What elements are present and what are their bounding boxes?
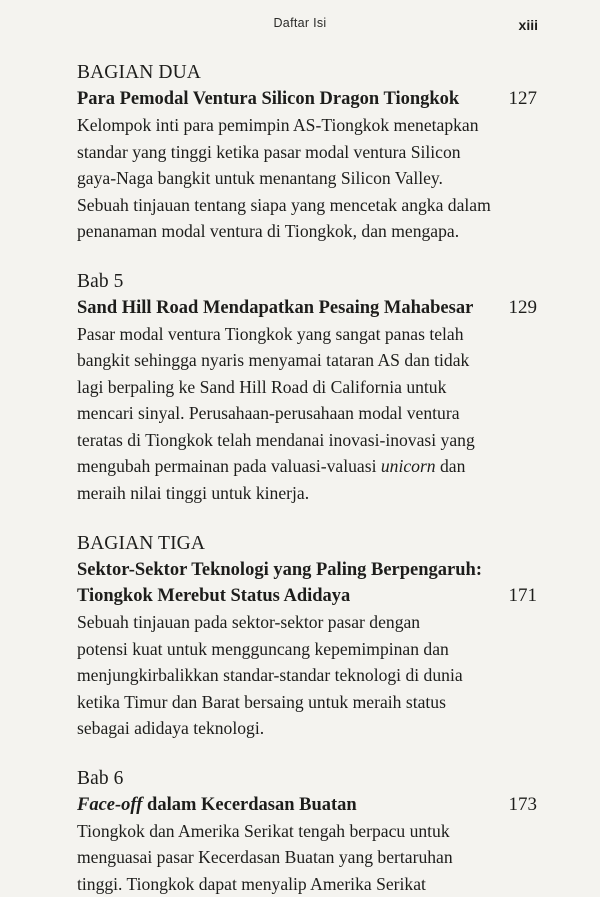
- part-label: BAGIAN DUA: [77, 60, 537, 86]
- description-line: Pasar modal ventura Tiongkok yang sangat panas telah: [77, 321, 537, 348]
- toc-part-two: [77, 60, 537, 245]
- entry-description: [77, 609, 537, 742]
- description-line: tinggi. Tiongkok dapat menyalip Amerika Serikat: [77, 871, 537, 897]
- toc-part-three: [77, 531, 537, 742]
- description-line: Kelompok inti para pemimpin AS-Tiongkok menetapkan: [77, 112, 537, 139]
- description-line: penanaman modal ventura di Tiongkok, dan mengapa.: [77, 218, 537, 245]
- italic-term: Face-off: [77, 795, 142, 815]
- description-line: menjungkirbalikkan standar-standar teknologi di dunia: [77, 662, 537, 689]
- entry-title-line-1: Sektor-Sektor Teknologi yang Paling Berpengaruh:: [77, 560, 482, 580]
- description-line: menguasai pasar Kecerdasan Buatan yang bertaruhan: [77, 844, 537, 871]
- description-line: gaya-Naga bangkit untuk menantang Silicon Valley.: [77, 165, 537, 192]
- part-label: BAGIAN TIGA: [77, 531, 537, 557]
- description-line: lagi berpaling ke Sand Hill Road di California untuk: [77, 374, 537, 401]
- chapter-label: Bab 6: [77, 766, 537, 792]
- entry-title-line-2: Tiongkok Merebut Status Adidaya: [77, 586, 350, 606]
- entry-page-number: 127: [509, 86, 538, 112]
- entry-page-number: 173: [509, 792, 538, 818]
- description-text: dan: [436, 456, 466, 476]
- description-line: Tiongkok dan Amerika Serikat tengah berpacu untuk: [77, 818, 537, 845]
- description-line: meraih nilai tinggi untuk kinerja.: [77, 480, 537, 507]
- description-line: mencari sinyal. Perusahaan-perusahaan modal ventura: [77, 400, 537, 427]
- running-head-title: Daftar Isi: [0, 16, 600, 30]
- toc-content: [77, 60, 537, 897]
- description-line: sebagai adidaya teknologi.: [77, 715, 537, 742]
- entry-description: [77, 112, 537, 245]
- entry-title: Para Pemodal Ventura Silicon Dragon Tiongkok: [77, 89, 459, 109]
- description-line: ketika Timur dan Barat bersaing untuk meraih status: [77, 689, 537, 716]
- description-line: [77, 453, 537, 480]
- entry-title-text: dalam Kecerdasan Buatan: [142, 795, 356, 815]
- entry-title: [77, 795, 357, 815]
- page-number: xiii: [519, 17, 538, 33]
- entry-title: Sand Hill Road Mendapatkan Pesaing Mahabesar: [77, 298, 473, 318]
- description-line: potensi kuat untuk mengguncang kepemimpinan dan: [77, 636, 537, 663]
- description-line: bangkit sehingga nyaris menyamai tataran AS dan tidak: [77, 347, 537, 374]
- italic-term: unicorn: [381, 456, 436, 476]
- description-line: Sebuah tinjauan tentang siapa yang mencetak angka dalam: [77, 192, 537, 219]
- description-line: teratas di Tiongkok telah mendanai inovasi-inovasi yang: [77, 427, 537, 454]
- toc-chapter-5: [77, 269, 537, 507]
- description-line: standar yang tinggi ketika pasar modal ventura Silicon: [77, 139, 537, 166]
- description-line: Sebuah tinjauan pada sektor-sektor pasar dengan: [77, 609, 537, 636]
- toc-chapter-6: [77, 766, 537, 897]
- description-text: mengubah permainan pada valuasi-valuasi: [77, 456, 381, 476]
- toc-entry-row: [77, 295, 537, 321]
- toc-entry-row: [77, 583, 537, 609]
- running-head: [0, 14, 600, 34]
- toc-entry-row: [77, 86, 537, 112]
- chapter-label: Bab 5: [77, 269, 537, 295]
- entry-page-number: 171: [509, 583, 538, 609]
- toc-entry-row: [77, 792, 537, 818]
- entry-description: [77, 321, 537, 507]
- entry-page-number: 129: [509, 295, 538, 321]
- toc-entry-row: [77, 557, 537, 583]
- entry-description: [77, 818, 537, 897]
